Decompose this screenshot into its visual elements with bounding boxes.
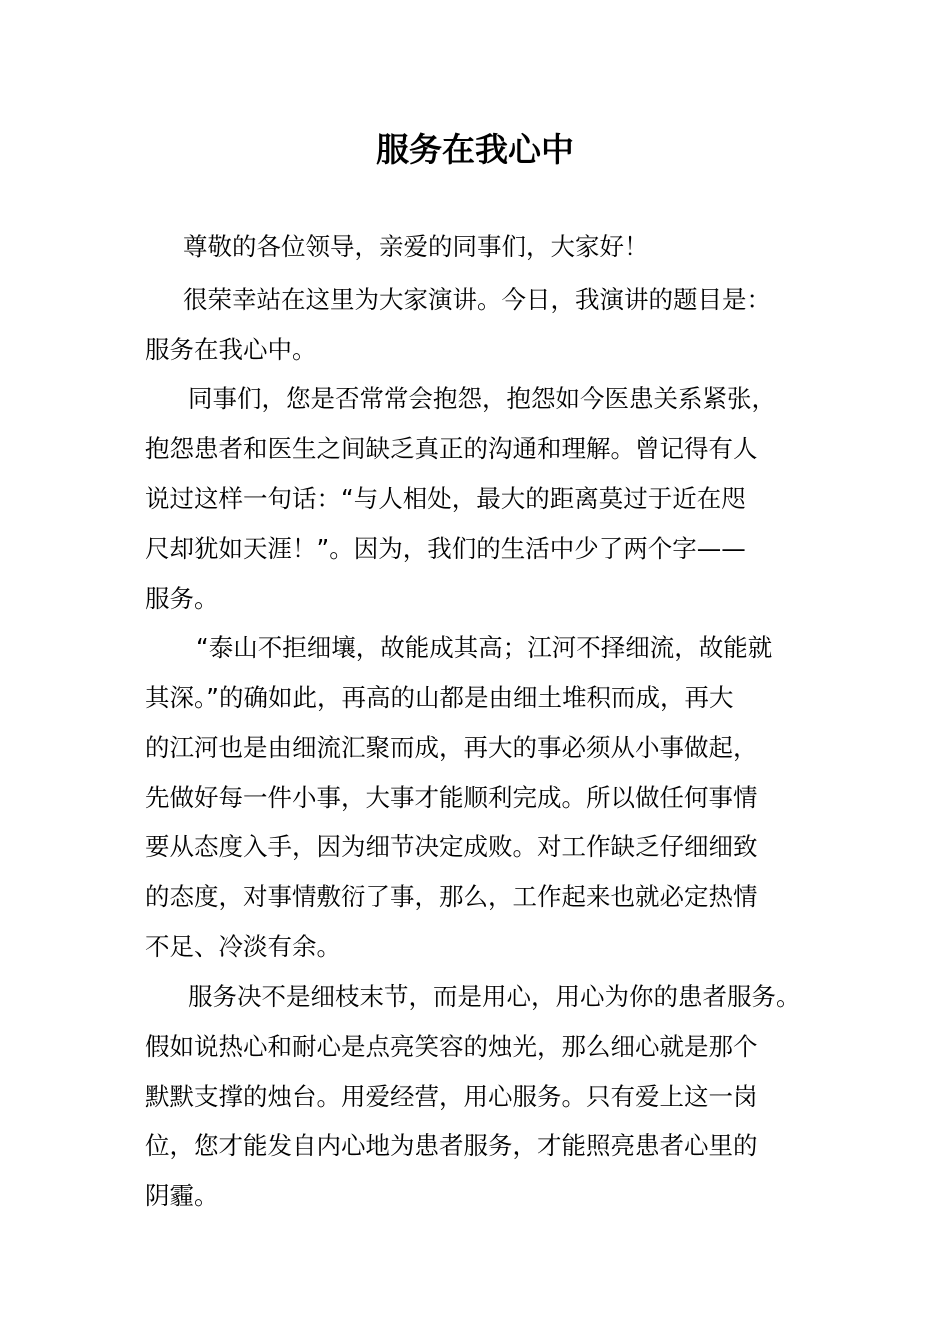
paragraph-line: 服务在我心中。 <box>145 335 317 364</box>
paragraph-line: “泰山不拒细壤，故能成其高；江河不择细流，故能就 <box>196 633 773 662</box>
paragraph-line: 不足、冷淡有余。 <box>145 932 341 961</box>
document-title: 服务在我心中 <box>376 130 574 169</box>
paragraph-line: 阴霾。 <box>145 1181 219 1210</box>
paragraph-line: 位，您才能发自内心地为患者服务，才能照亮患者心里的 <box>145 1131 758 1160</box>
paragraph-line: 同事们，您是否常常会抱怨，抱怨如今医患关系紧张， <box>188 384 776 413</box>
paragraph-line: 抱怨患者和医生之间缺乏真正的沟通和理解。曾记得有人 <box>145 434 758 463</box>
paragraph-line: 假如说热心和耐心是点亮笑容的烛光，那么细心就是那个 <box>145 1032 758 1061</box>
paragraph-line: 的江河也是由细流汇聚而成，再大的事必须从小事做起， <box>145 733 758 762</box>
paragraph-line: 先做好每一件小事，大事才能顺利完成。所以做任何事情 <box>145 783 758 812</box>
paragraph-line: 说过这样一句话：“与人相处，最大的距离莫过于近在咫 <box>145 484 746 513</box>
paragraph-line: 很荣幸站在这里为大家演讲。今日，我演讲的题目是： <box>183 285 771 314</box>
paragraph-line: 要从态度入手，因为细节决定成败。对工作缺乏仔细细致 <box>145 832 758 861</box>
paragraph-line: 其深。”的确如此，再高的山都是由细土堆积而成，再大 <box>145 683 734 712</box>
paragraph-line: 尊敬的各位领导，亲爱的同事们，大家好！ <box>183 232 649 261</box>
paragraph-line: 服务决不是细枝末节，而是用心，用心为你的患者服务。 <box>188 982 801 1011</box>
paragraph-line: 尺却犹如天涯！”。因为，我们的生活中少了两个字—— <box>145 534 746 563</box>
paragraph-line: 默默支撑的烛台。用爱经营，用心服务。只有爱上这一岗 <box>145 1082 758 1111</box>
paragraph-line: 服务。 <box>145 584 219 613</box>
paragraph-line: 的态度，对事情敷衍了事，那么，工作起来也就必定热情 <box>145 882 758 911</box>
